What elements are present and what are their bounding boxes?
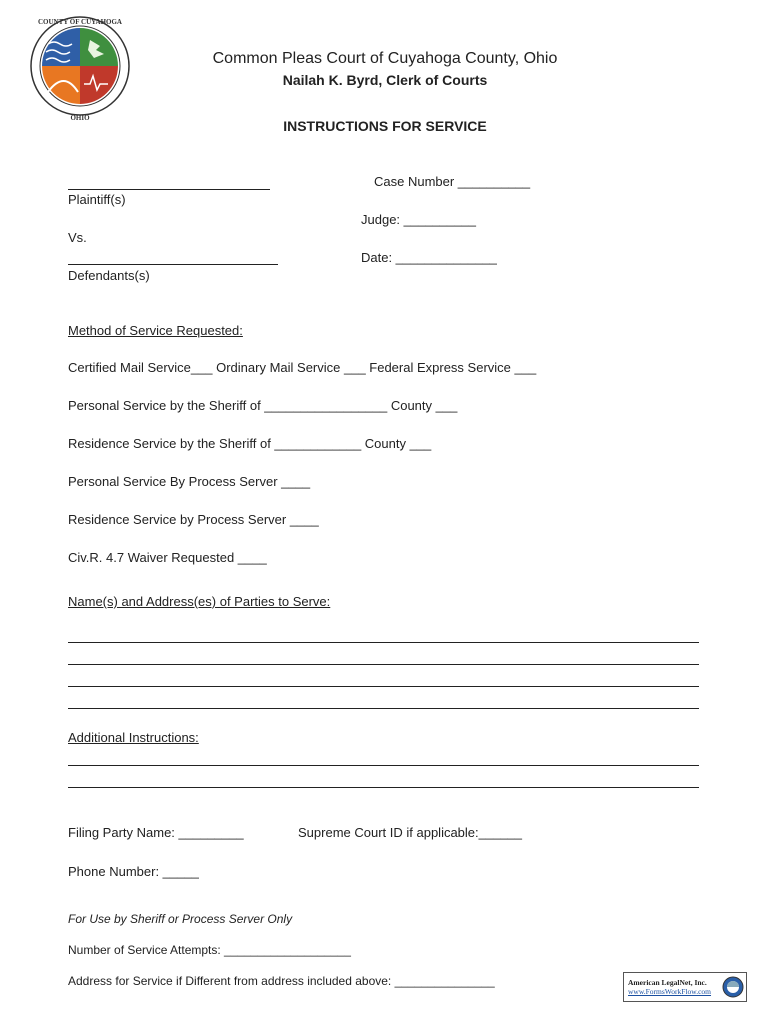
seal-text-bottom: OHIO [70,114,90,122]
civr-waiver[interactable]: Civ.R. 4.7 Waiver Requested ____ [68,550,267,565]
address-line-1[interactable] [68,642,699,643]
mail-service-options[interactable]: Certified Mail Service___ Ordinary Mail Service ___ Federal Express Service ___ [68,360,537,375]
filing-party-field[interactable]: Filing Party Name: _________ [68,825,244,840]
sheriff-use-heading: For Use by Sheriff or Process Server Only [68,912,293,926]
personal-service-process-server[interactable]: Personal Service By Process Server ____ [68,474,311,489]
court-name: Common Pleas Court of Cuyahoga County, Ohio [212,50,558,67]
parties-to-serve-heading: Name(s) and Address(es) of Parties to Serve: [68,594,331,609]
address-line-3[interactable] [68,686,699,687]
badge-company: American LegalNet, Inc. [628,978,707,987]
service-attempts-field[interactable]: Number of Service Attempts: ___________________ [68,943,351,957]
residence-service-sheriff[interactable]: Residence Service by the Sheriff of ____________ County ___ [68,436,432,451]
vs-label: Vs. [68,230,87,245]
legalnet-badge-text [628,978,711,996]
instructions-line-2[interactable] [68,787,699,788]
county-seal-logo [28,14,132,126]
plaintiff-line[interactable] [68,189,270,190]
seal-text-top: COUNTY OF CUYAHOGA [37,18,123,26]
clerk-name: Nailah K. Byrd, Clerk of Courts [282,72,488,88]
phone-number-field[interactable]: Phone Number: _____ [68,864,199,879]
alt-address-field[interactable]: Address for Service if Different from address included above: _______________ [68,974,495,988]
supreme-court-id-field[interactable]: Supreme Court ID if applicable:______ [298,825,523,840]
judge-field[interactable]: Judge: __________ [361,212,476,227]
instructions-line-1[interactable] [68,765,699,766]
address-line-4[interactable] [68,708,699,709]
address-line-2[interactable] [68,664,699,665]
date-field[interactable]: Date: ______________ [361,250,497,265]
defendant-label: Defendants(s) [68,268,150,283]
method-heading: Method of Service Requested: [68,323,243,338]
plaintiff-label: Plaintiff(s) [68,192,126,207]
defendant-line[interactable] [68,264,278,265]
badge-link[interactable]: www.FormsWorkFlow.com [628,987,712,996]
personal-service-sheriff[interactable]: Personal Service by the Sheriff of _________________ County ___ [68,398,458,413]
residence-service-process-server[interactable]: Residence Service by Process Server ____ [68,512,319,527]
case-number-field[interactable]: Case Number __________ [374,174,531,189]
form-title: INSTRUCTIONS FOR SERVICE [283,118,487,134]
additional-instructions-heading: Additional Instructions: [68,730,199,745]
